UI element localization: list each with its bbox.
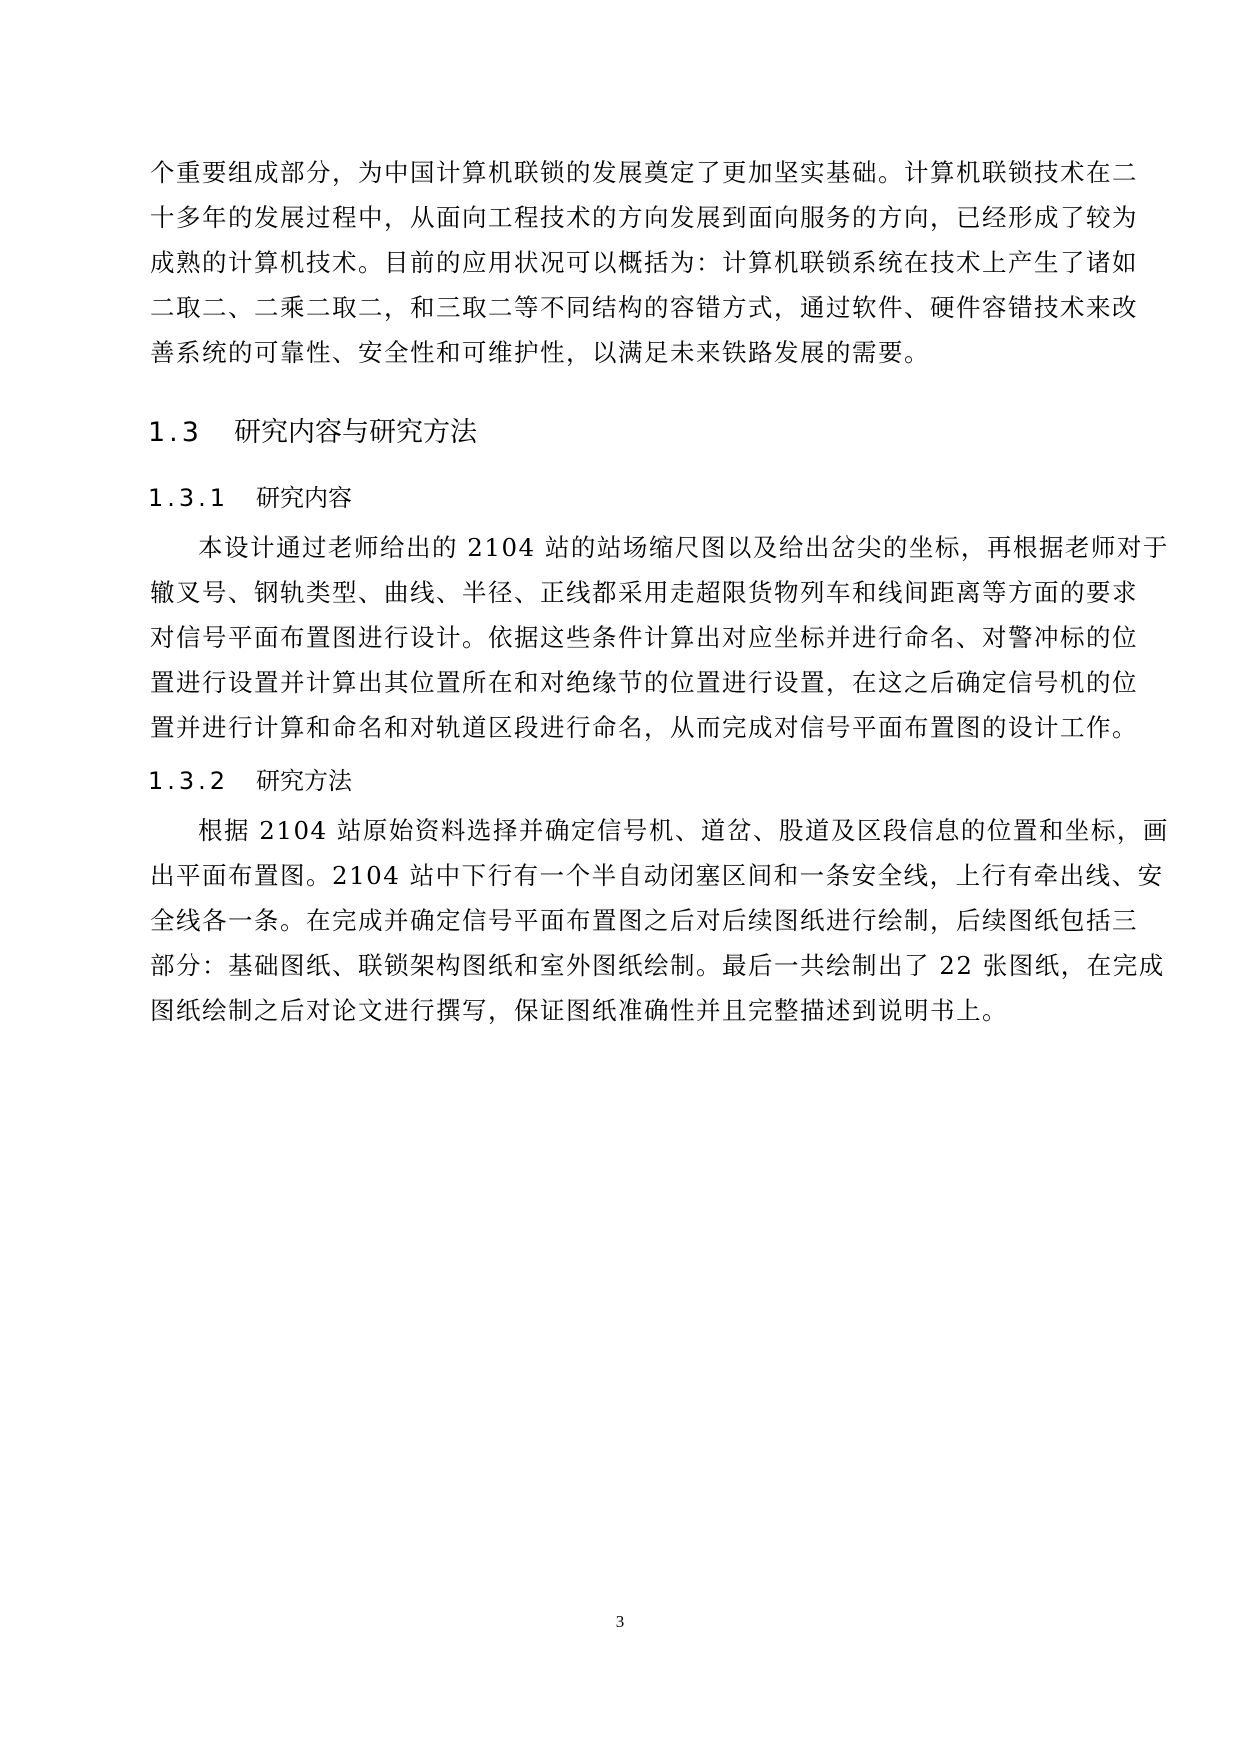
subsection-title: 研究内容: [256, 484, 352, 512]
paragraph-line: 个重要组成部分，为中国计算机联锁的发展奠定了更加坚实基础。计算机联锁技术在二: [150, 158, 1138, 187]
paragraph-line: 二取二、二乘二取二，和三取二等不同结构的容错方式，通过软件、硬件容错技术来改: [150, 293, 1138, 322]
subsection-heading-1-3-1: [148, 478, 352, 513]
intro-paragraph: [150, 150, 1138, 375]
paragraph-line: 置并进行计算和命名和对轨道区段进行命名，从而完成对信号平面布置图的设计工作。: [150, 713, 1138, 742]
paragraph-line: 善系统的可靠性、安全性和可维护性，以满足未来铁路发展的需要。: [150, 338, 930, 367]
research-method-paragraph: [150, 808, 1169, 1033]
paragraph-line: 图纸绘制之后对论文进行撰写，保证图纸准确性并且完整描述到说明书上。: [150, 996, 1008, 1025]
page-number: 3: [615, 1612, 625, 1631]
paragraph-line: 置进行设置并计算出其位置所在和对绝缘节的位置进行设置，在这之后确定信号机的位: [150, 668, 1138, 697]
research-content-paragraph: [150, 525, 1169, 750]
paragraph-line: 十多年的发展过程中，从面向工程技术的方向发展到面向服务的方向，已经形成了较为: [150, 203, 1138, 232]
paragraph-line: 本设计通过老师给出的 2104 站的站场缩尺图以及给出岔尖的坐标，再根据老师对于: [198, 533, 1169, 562]
subsection-heading-1-3-2: [148, 761, 352, 796]
paragraph-line: 对信号平面布置图进行设计。依据这些条件计算出对应坐标并进行命名、对警冲标的位: [150, 623, 1138, 652]
subsection-number: 1.3.2: [148, 767, 230, 795]
section-title: 研究内容与研究方法: [234, 417, 477, 448]
paragraph-line: 成熟的计算机技术。目前的应用状况可以概括为：计算机联锁系统在技术上产生了诸如: [150, 248, 1138, 277]
subsection-title: 研究方法: [256, 767, 352, 795]
paragraph-line: 部分：基础图纸、联锁架构图纸和室外图纸绘制。最后一共绘制出了 22 张图纸，在完成: [150, 951, 1165, 980]
section-heading-1-3: [148, 410, 477, 449]
paragraph-line: 辙叉号、钢轨类型、曲线、半径、正线都采用走超限货物列车和线间距离等方面的要求: [150, 578, 1138, 607]
paragraph-line: 根据 2104 站原始资料选择并确定信号机、道岔、股道及区段信息的位置和坐标，画: [198, 816, 1169, 845]
section-number: 1.3: [148, 417, 203, 448]
paragraph-line: 出平面布置图。2104 站中下行有一个半自动闭塞区间和一条安全线，上行有牵出线、安: [150, 861, 1164, 890]
subsection-number: 1.3.1: [148, 484, 230, 512]
paragraph-line: 全线各一条。在完成并确定信号平面布置图之后对后续图纸进行绘制，后续图纸包括三: [150, 906, 1138, 935]
